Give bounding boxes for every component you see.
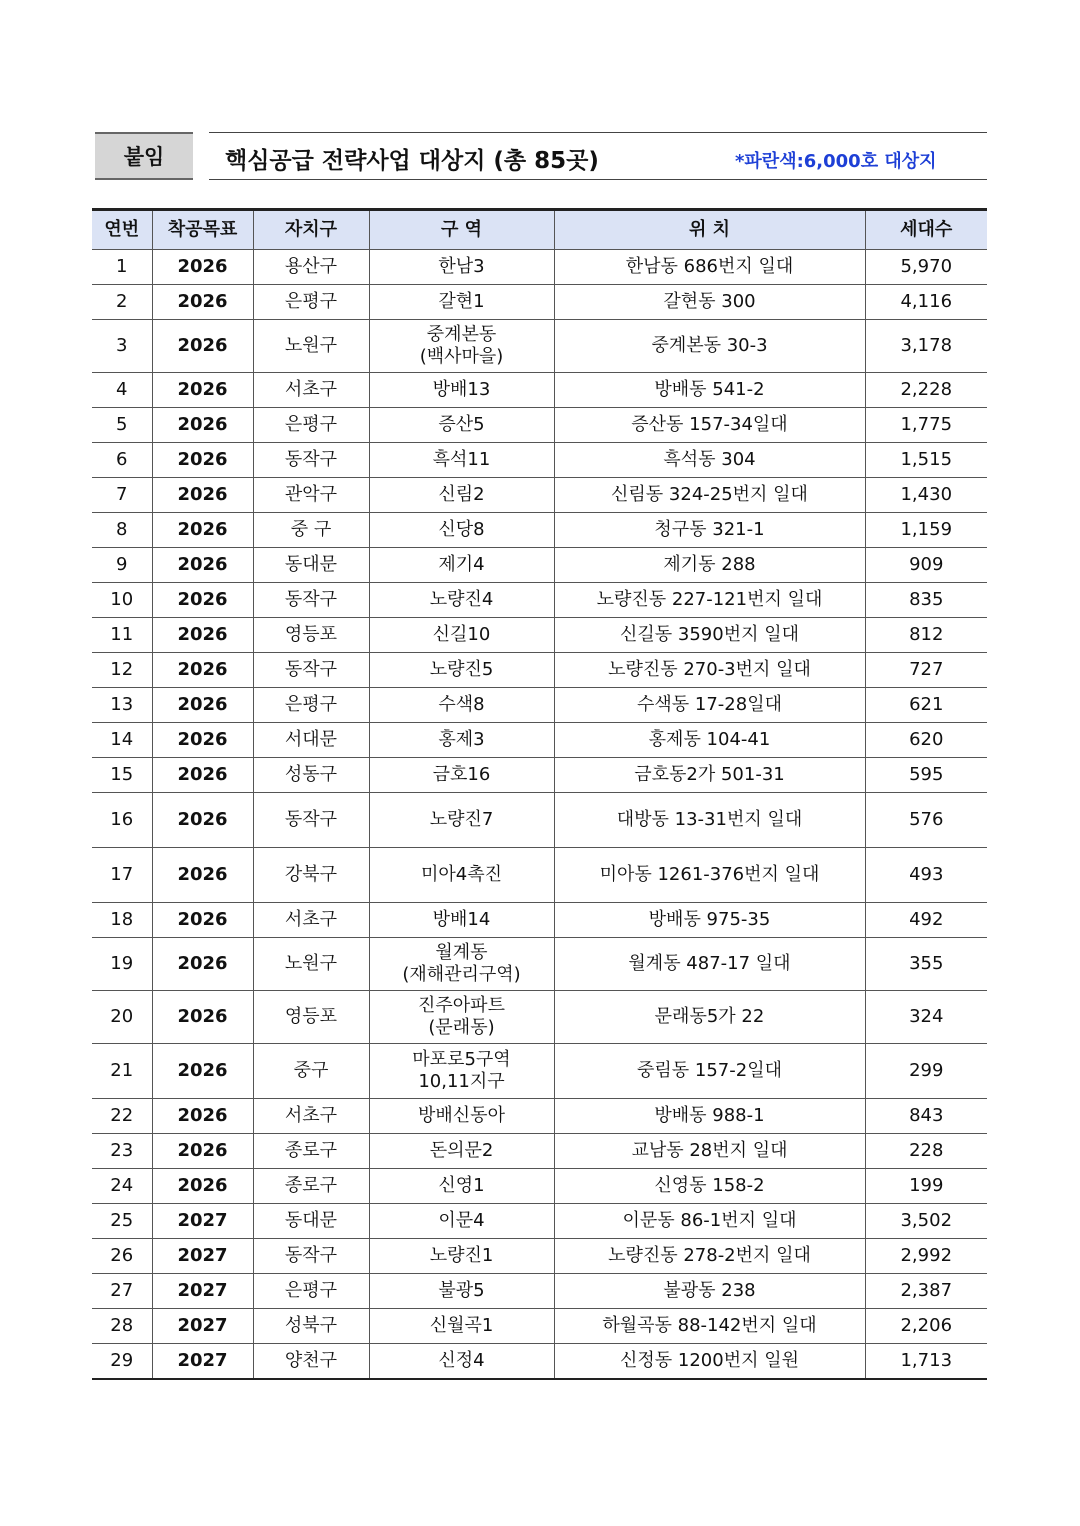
table-row xyxy=(92,793,987,848)
col-header-zone: 구 역 xyxy=(369,210,554,250)
cell-no: 11 xyxy=(92,618,152,653)
cell-gu: 종로구 xyxy=(253,1134,369,1169)
table-row xyxy=(92,443,987,478)
cell-no: 28 xyxy=(92,1309,152,1344)
cell-zone: 불광5 xyxy=(369,1274,554,1309)
table-row xyxy=(92,373,987,408)
cell-units: 909 xyxy=(865,548,987,583)
cell-year: 2026 xyxy=(152,478,253,513)
cell-location: 월계동 487-17 일대 xyxy=(554,938,865,991)
cell-no: 10 xyxy=(92,583,152,618)
col-header-no: 연번 xyxy=(92,210,152,250)
cell-year: 2026 xyxy=(152,320,253,373)
cell-year: 2026 xyxy=(152,1169,253,1204)
cell-year: 2026 xyxy=(152,250,253,285)
cell-location: 방배동 975-35 xyxy=(554,903,865,938)
cell-zone: 방배14 xyxy=(369,903,554,938)
cell-units: 3,502 xyxy=(865,1204,987,1239)
table-row xyxy=(92,513,987,548)
cell-year: 2026 xyxy=(152,938,253,991)
cell-units: 3,178 xyxy=(865,320,987,373)
cell-gu: 강북구 xyxy=(253,848,369,903)
cell-units: 299 xyxy=(865,1044,987,1099)
cell-no: 2 xyxy=(92,285,152,320)
cell-no: 3 xyxy=(92,320,152,373)
cell-units: 2,992 xyxy=(865,1239,987,1274)
table-header-row xyxy=(92,210,987,250)
cell-zone: 흑석11 xyxy=(369,443,554,478)
cell-gu: 동작구 xyxy=(253,1239,369,1274)
cell-location: 증산동 157-34일대 xyxy=(554,408,865,443)
cell-no: 24 xyxy=(92,1169,152,1204)
cell-no: 13 xyxy=(92,688,152,723)
cell-units: 324 xyxy=(865,991,987,1044)
table-row xyxy=(92,320,987,373)
cell-no: 22 xyxy=(92,1099,152,1134)
cell-gu: 동작구 xyxy=(253,653,369,688)
cell-location: 흑석동 304 xyxy=(554,443,865,478)
cell-no: 29 xyxy=(92,1344,152,1379)
cell-gu: 영등포 xyxy=(253,618,369,653)
table-row xyxy=(92,250,987,285)
table-row xyxy=(92,1204,987,1239)
cell-gu: 성북구 xyxy=(253,1309,369,1344)
cell-gu: 영등포 xyxy=(253,991,369,1044)
cell-gu: 성동구 xyxy=(253,758,369,793)
cell-no: 23 xyxy=(92,1134,152,1169)
cell-year: 2026 xyxy=(152,1134,253,1169)
cell-location: 방배동 988-1 xyxy=(554,1099,865,1134)
table-row xyxy=(92,723,987,758)
cell-location: 제기동 288 xyxy=(554,548,865,583)
cell-gu: 종로구 xyxy=(253,1169,369,1204)
table-row xyxy=(92,1134,987,1169)
table-row xyxy=(92,991,987,1044)
cell-zone: 홍제3 xyxy=(369,723,554,758)
cell-location: 노량진동 227-121번지 일대 xyxy=(554,583,865,618)
cell-units: 493 xyxy=(865,848,987,903)
cell-year: 2026 xyxy=(152,583,253,618)
cell-units: 1,713 xyxy=(865,1344,987,1379)
cell-year: 2027 xyxy=(152,1309,253,1344)
cell-no: 16 xyxy=(92,793,152,848)
cell-location: 노량진동 270-3번지 일대 xyxy=(554,653,865,688)
cell-year: 2026 xyxy=(152,548,253,583)
cell-location: 한남동 686번지 일대 xyxy=(554,250,865,285)
cell-zone: 노량진1 xyxy=(369,1239,554,1274)
cell-location: 대방동 13-31번지 일대 xyxy=(554,793,865,848)
cell-units: 1,430 xyxy=(865,478,987,513)
cell-zone: 신월곡1 xyxy=(369,1309,554,1344)
cell-units: 1,159 xyxy=(865,513,987,548)
table-row xyxy=(92,583,987,618)
cell-location: 수색동 17-28일대 xyxy=(554,688,865,723)
table-row xyxy=(92,848,987,903)
cell-units: 228 xyxy=(865,1134,987,1169)
cell-year: 2027 xyxy=(152,1239,253,1274)
cell-no: 7 xyxy=(92,478,152,513)
cell-gu: 동대문 xyxy=(253,548,369,583)
cell-year: 2026 xyxy=(152,513,253,548)
cell-zone: 신당8 xyxy=(369,513,554,548)
cell-gu: 관악구 xyxy=(253,478,369,513)
cell-units: 576 xyxy=(865,793,987,848)
cell-units: 621 xyxy=(865,688,987,723)
col-header-gu: 자치구 xyxy=(253,210,369,250)
cell-gu: 서초구 xyxy=(253,373,369,408)
col-header-year: 착공목표 xyxy=(152,210,253,250)
attachment-tag: 붙임 xyxy=(95,132,193,180)
col-header-location: 위 치 xyxy=(554,210,865,250)
cell-year: 2026 xyxy=(152,848,253,903)
col-header-units: 세대수 xyxy=(865,210,987,250)
cell-gu: 용산구 xyxy=(253,250,369,285)
cell-zone: 금호16 xyxy=(369,758,554,793)
cell-zone: 노량진5 xyxy=(369,653,554,688)
cell-zone: 신영1 xyxy=(369,1169,554,1204)
cell-year: 2026 xyxy=(152,653,253,688)
cell-year: 2027 xyxy=(152,1274,253,1309)
cell-location: 미아동 1261-376번지 일대 xyxy=(554,848,865,903)
cell-gu: 서초구 xyxy=(253,903,369,938)
table-row xyxy=(92,285,987,320)
cell-location: 문래동5가 22 xyxy=(554,991,865,1044)
cell-zone: 제기4 xyxy=(369,548,554,583)
cell-year: 2026 xyxy=(152,443,253,478)
cell-gu: 서대문 xyxy=(253,723,369,758)
cell-no: 25 xyxy=(92,1204,152,1239)
table-body xyxy=(92,250,987,1379)
cell-zone: 마포로5구역 10,11지구 xyxy=(369,1044,554,1099)
cell-year: 2027 xyxy=(152,1204,253,1239)
table-row xyxy=(92,938,987,991)
cell-units: 492 xyxy=(865,903,987,938)
cell-units: 199 xyxy=(865,1169,987,1204)
cell-gu: 동작구 xyxy=(253,443,369,478)
cell-gu: 동작구 xyxy=(253,583,369,618)
cell-zone: 증산5 xyxy=(369,408,554,443)
cell-location: 중림동 157-2일대 xyxy=(554,1044,865,1099)
cell-no: 27 xyxy=(92,1274,152,1309)
cell-year: 2026 xyxy=(152,1099,253,1134)
cell-units: 2,228 xyxy=(865,373,987,408)
cell-zone: 이문4 xyxy=(369,1204,554,1239)
cell-units: 812 xyxy=(865,618,987,653)
cell-gu: 동작구 xyxy=(253,793,369,848)
cell-year: 2026 xyxy=(152,373,253,408)
cell-no: 18 xyxy=(92,903,152,938)
table-row xyxy=(92,1274,987,1309)
cell-location: 교남동 28번지 일대 xyxy=(554,1134,865,1169)
cell-no: 17 xyxy=(92,848,152,903)
cell-year: 2026 xyxy=(152,723,253,758)
cell-location: 방배동 541-2 xyxy=(554,373,865,408)
cell-location: 신길동 3590번지 일대 xyxy=(554,618,865,653)
table-row xyxy=(92,618,987,653)
cell-zone: 신정4 xyxy=(369,1344,554,1379)
cell-location: 노량진동 278-2번지 일대 xyxy=(554,1239,865,1274)
cell-no: 9 xyxy=(92,548,152,583)
cell-zone: 노량진4 xyxy=(369,583,554,618)
cell-year: 2026 xyxy=(152,618,253,653)
cell-zone: 신림2 xyxy=(369,478,554,513)
table-row xyxy=(92,1344,987,1379)
cell-no: 20 xyxy=(92,991,152,1044)
cell-zone: 방배신동아 xyxy=(369,1099,554,1134)
cell-year: 2027 xyxy=(152,1344,253,1379)
cell-zone: 방배13 xyxy=(369,373,554,408)
cell-no: 15 xyxy=(92,758,152,793)
cell-location: 금호동2가 501-31 xyxy=(554,758,865,793)
page-header xyxy=(95,132,987,182)
table-row xyxy=(92,653,987,688)
cell-no: 5 xyxy=(92,408,152,443)
legend-note: *파란색:6,000호 대상지 xyxy=(735,151,937,172)
cell-no: 14 xyxy=(92,723,152,758)
cell-zone: 노량진7 xyxy=(369,793,554,848)
table-row xyxy=(92,758,987,793)
cell-units: 620 xyxy=(865,723,987,758)
cell-units: 595 xyxy=(865,758,987,793)
cell-year: 2026 xyxy=(152,903,253,938)
cell-location: 홍제동 104-41 xyxy=(554,723,865,758)
cell-year: 2026 xyxy=(152,1044,253,1099)
table-row xyxy=(92,1099,987,1134)
cell-gu: 은평구 xyxy=(253,1274,369,1309)
cell-no: 4 xyxy=(92,373,152,408)
cell-no: 8 xyxy=(92,513,152,548)
cell-zone: 중계본동 (백사마을) xyxy=(369,320,554,373)
cell-location: 갈현동 300 xyxy=(554,285,865,320)
cell-location: 청구동 321-1 xyxy=(554,513,865,548)
cell-year: 2026 xyxy=(152,793,253,848)
cell-no: 6 xyxy=(92,443,152,478)
cell-zone: 한남3 xyxy=(369,250,554,285)
cell-year: 2026 xyxy=(152,688,253,723)
cell-zone: 갈현1 xyxy=(369,285,554,320)
cell-units: 1,775 xyxy=(865,408,987,443)
cell-units: 355 xyxy=(865,938,987,991)
cell-location: 신정동 1200번지 일원 xyxy=(554,1344,865,1379)
cell-location: 불광동 238 xyxy=(554,1274,865,1309)
cell-no: 26 xyxy=(92,1239,152,1274)
table-row xyxy=(92,1309,987,1344)
table-row xyxy=(92,1044,987,1099)
cell-zone: 미아4촉진 xyxy=(369,848,554,903)
cell-zone: 진주아파트 (문래동) xyxy=(369,991,554,1044)
cell-gu: 노원구 xyxy=(253,320,369,373)
cell-gu: 동대문 xyxy=(253,1204,369,1239)
cell-year: 2026 xyxy=(152,285,253,320)
sites-table xyxy=(92,208,987,1380)
cell-gu: 은평구 xyxy=(253,408,369,443)
cell-no: 1 xyxy=(92,250,152,285)
cell-year: 2026 xyxy=(152,991,253,1044)
cell-units: 727 xyxy=(865,653,987,688)
cell-gu: 양천구 xyxy=(253,1344,369,1379)
table-row xyxy=(92,1239,987,1274)
cell-zone: 수색8 xyxy=(369,688,554,723)
table-row xyxy=(92,478,987,513)
cell-units: 4,116 xyxy=(865,285,987,320)
cell-zone: 월계동 (재해관리구역) xyxy=(369,938,554,991)
cell-year: 2026 xyxy=(152,758,253,793)
cell-location: 이문동 86-1번지 일대 xyxy=(554,1204,865,1239)
cell-gu: 서초구 xyxy=(253,1099,369,1134)
cell-zone: 돈의문2 xyxy=(369,1134,554,1169)
cell-gu: 은평구 xyxy=(253,285,369,320)
cell-units: 2,387 xyxy=(865,1274,987,1309)
cell-location: 하월곡동 88-142번지 일대 xyxy=(554,1309,865,1344)
cell-gu: 노원구 xyxy=(253,938,369,991)
cell-gu: 중 구 xyxy=(253,513,369,548)
cell-units: 835 xyxy=(865,583,987,618)
cell-gu: 중구 xyxy=(253,1044,369,1099)
cell-year: 2026 xyxy=(152,408,253,443)
cell-no: 12 xyxy=(92,653,152,688)
cell-units: 2,206 xyxy=(865,1309,987,1344)
cell-units: 843 xyxy=(865,1099,987,1134)
cell-units: 1,515 xyxy=(865,443,987,478)
table-row xyxy=(92,408,987,443)
page-title: 핵심공급 전략사업 대상지 (총 85곳) xyxy=(225,148,599,174)
cell-location: 신림동 324-25번지 일대 xyxy=(554,478,865,513)
table-row xyxy=(92,1169,987,1204)
cell-location: 신영동 158-2 xyxy=(554,1169,865,1204)
cell-gu: 은평구 xyxy=(253,688,369,723)
cell-no: 21 xyxy=(92,1044,152,1099)
cell-units: 5,970 xyxy=(865,250,987,285)
title-box xyxy=(209,132,987,180)
table-row xyxy=(92,688,987,723)
cell-no: 19 xyxy=(92,938,152,991)
table-row xyxy=(92,548,987,583)
cell-zone: 신길10 xyxy=(369,618,554,653)
table-row xyxy=(92,903,987,938)
cell-location: 중계본동 30-3 xyxy=(554,320,865,373)
